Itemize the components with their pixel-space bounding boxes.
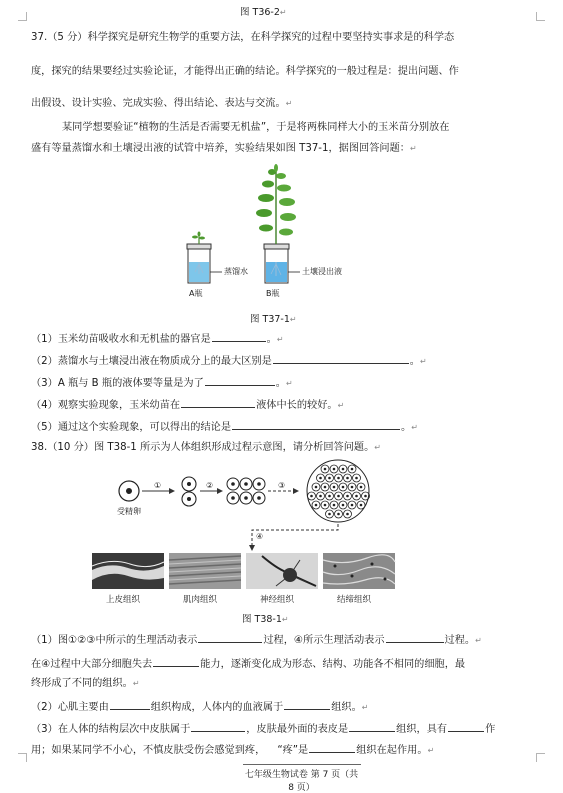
q38-sub-1-text-f: 终形成了不同的组织。 — [31, 678, 133, 689]
label-soil-extract: 土壤浸出液 — [302, 267, 342, 276]
cluster-cell-nucleus — [333, 468, 336, 471]
q38-sub-1-line-1 — [31, 632, 482, 648]
connective-tissue-image — [323, 553, 395, 589]
cluster-cell-nucleus — [346, 495, 349, 498]
q38-sub-3-line-2 — [31, 742, 434, 758]
q37-sub-3-text: （3）A 瓶与 B 瓶的液体要等量是为了 — [31, 378, 204, 389]
cluster-cell-nucleus — [315, 486, 318, 489]
paragraph-mark: ↵ — [281, 615, 289, 624]
cluster-cell-nucleus — [333, 504, 336, 507]
cluster-cell-nucleus — [319, 495, 322, 498]
q37-sub-1: （1）玉米幼苗吸收水和无机盐的器官是 。↵ — [31, 331, 284, 347]
paragraph-mark: ↵ — [374, 443, 381, 452]
q38-sub-1-text-b: 过程，④所示生理活动表示 — [263, 635, 385, 646]
cluster-cell-nucleus — [355, 477, 358, 480]
q38-sub-3-text-e: 用；如果某同学不小心，不慎皮肤受伤会感觉到疼， — [31, 745, 266, 756]
q38-sub-1-line-2 — [31, 656, 465, 672]
cell-cluster — [307, 460, 370, 522]
q37-line-5-text: 盛有等量蒸馏水和土壤浸出液的试管中培养，实验结果如图 T37-1，据图回答问题： — [31, 143, 410, 154]
q38-sub-3-text-c: 组织，具有 — [396, 724, 448, 735]
q38-sub-1-text-c: 过程。 — [444, 635, 476, 646]
paragraph-mark: ↵ — [285, 379, 293, 388]
cluster-cell-nucleus — [364, 495, 367, 498]
answer-blank[interactable] — [110, 699, 150, 710]
cluster-cell-nucleus — [346, 513, 349, 516]
q37-sub-1-text: （1）玉米幼苗吸收水和无机盐的器官是 — [31, 334, 211, 345]
q38-sub-2-text-a: （2）心肌主要由 — [31, 702, 109, 713]
q37-line-3-text: 出假设、设计实验、完成实验、得出结论、表达与交流。 — [31, 98, 286, 109]
cluster-cell-nucleus — [342, 468, 345, 471]
q37-line-1-text: 37.（5 分）科学探究是研究生物学的重要方法，在科学探究的过程中要坚持实事求是的科学态 — [31, 32, 455, 43]
paragraph-mark: ↵ — [427, 746, 435, 755]
q38-sub-3-line-1 — [31, 721, 495, 737]
q38-sub-1-line-3 — [31, 677, 140, 691]
q37-line-4-text: 某同学想要验证“植物的生活是否需要无机盐”，于是将两株同样大小的玉米苗分别放在 — [62, 122, 450, 133]
cluster-cell-nucleus — [337, 513, 340, 516]
cluster-cell-nucleus — [328, 495, 331, 498]
fig-t38-1-caption — [242, 611, 289, 625]
label-nervous-tissue: 神经组织 — [260, 595, 295, 605]
q37-sub-5: （5）通过这个实验现象，可以得出的结论是 。↵ — [31, 419, 418, 435]
paragraph-mark: ↵ — [132, 679, 140, 688]
nervous-tissue-image — [246, 553, 318, 589]
label-step-4: ④ — [256, 532, 264, 541]
fertilized-egg — [119, 481, 139, 501]
paragraph-mark: ↵ — [337, 401, 345, 410]
paragraph-mark: ↵ — [361, 703, 369, 712]
cluster-cell-nucleus — [346, 477, 349, 480]
q38-sub-2 — [31, 699, 369, 715]
cluster-cell-nucleus — [342, 486, 345, 489]
answer-blank[interactable] — [448, 721, 484, 732]
q38-sub-2-text-b: 组织构成，人体内的血液属于 — [150, 702, 284, 713]
paragraph-mark: ↵ — [285, 99, 293, 108]
page-footer — [0, 764, 563, 793]
q38-sub-3-text-f: “疼”是 — [277, 745, 309, 756]
paragraph-mark: ↵ — [419, 357, 427, 366]
paragraph-mark: ↵ — [279, 8, 287, 17]
two-cell-stage — [182, 477, 196, 506]
epithelial-tissue-image — [92, 553, 164, 589]
q38-sub-1-text-e: 能力，逐渐变化成为形态、结构、功能各不相同的细胞，最 — [200, 659, 466, 670]
cluster-cell-nucleus — [360, 504, 363, 507]
fig-t38-1-caption-text: 图 T38-1 — [242, 614, 282, 625]
arrow-step-4 — [252, 524, 338, 550]
cluster-cell-nucleus — [324, 468, 327, 471]
fig-t37-1-caption-text: 图 T37-1 — [250, 314, 290, 325]
cluster-cell-nucleus — [355, 495, 358, 498]
cluster-cell-nucleus — [328, 513, 331, 516]
q38-intro-text: 38.（10 分）图 T38-1 所示为人体组织形成过程示意图，请分析回答问题。 — [31, 442, 375, 453]
label-fertilized-egg: 受精卵 — [117, 507, 141, 516]
q38-sub-3-text-b: ，皮肤最外面的表皮是 — [246, 724, 349, 735]
answer-blank[interactable] — [198, 632, 262, 643]
cluster-cell-nucleus — [360, 486, 363, 489]
muscle-tissue-image — [169, 553, 241, 589]
answer-blank[interactable] — [153, 656, 199, 667]
paragraph-mark: ↵ — [409, 144, 417, 153]
four-cell-stage — [227, 478, 265, 504]
cluster-cell-nucleus — [337, 477, 340, 480]
cluster-cell-nucleus — [333, 486, 336, 489]
prev-figure-caption-text: 图 T36-2 — [240, 7, 280, 18]
cluster-cell-nucleus — [337, 495, 340, 498]
q37-sub-4-text-b: 液体中长的较好。 — [256, 400, 338, 411]
cluster-cell-nucleus — [319, 477, 322, 480]
q38-sub-3-text-a: （3）在人体的结构层次中皮肤属于 — [31, 724, 191, 735]
q37-sub-3: （3）A 瓶与 B 瓶的液体要等量是为了 。↵ — [31, 375, 293, 391]
q38-sub-1-text-d: 在④过程中大部分细胞失去 — [31, 659, 153, 670]
paragraph-mark: ↵ — [289, 315, 297, 324]
cluster-cell-nucleus — [324, 486, 327, 489]
q38-sub-2-text-c: 组织。 — [331, 702, 362, 713]
q37-line-2-text: 度，探究的结果要经过实验论证，才能得出正确的结论。科学探究的一般过程是：提出问题、作 — [31, 66, 459, 77]
answer-blank[interactable] — [349, 721, 395, 732]
q37-sub-2: （2）蒸馏水与土壤浸出液在物质成分上的最大区别是 。↵ — [31, 353, 427, 369]
cluster-cell-nucleus — [342, 504, 345, 507]
answer-blank[interactable] — [284, 699, 330, 710]
q38-sub-1-text-a: （1）图①②③中所示的生理活动表示 — [31, 635, 198, 646]
footer-text: 七年级生物试卷 第 7 页（共 8 页） — [243, 764, 361, 793]
q38-sub-3-text-d: 作 — [485, 724, 496, 735]
paragraph-mark: ↵ — [276, 335, 284, 344]
label-bottle-a: A瓶 — [189, 289, 203, 298]
label-step-3: ③ — [278, 481, 286, 490]
label-bottle-b: B瓶 — [266, 289, 280, 298]
cluster-cell-nucleus — [351, 504, 354, 507]
paragraph-mark: ↵ — [411, 423, 418, 432]
label-connective-tissue: 结缔组织 — [337, 595, 372, 605]
label-muscle-tissue: 肌肉组织 — [183, 595, 218, 605]
cluster-cell-nucleus — [310, 495, 313, 498]
cluster-cell-nucleus — [324, 504, 327, 507]
label-step-1: ① — [154, 481, 162, 490]
cluster-cell-nucleus — [315, 504, 318, 507]
label-distilled-water: 蒸馏水 — [224, 267, 248, 276]
cluster-cell-nucleus — [328, 477, 331, 480]
cluster-cell-nucleus — [351, 468, 354, 471]
q37-sub-5-text: （5）通过这个实验现象，可以得出的结论是 — [31, 422, 232, 433]
label-epithelial-tissue: 上皮组织 — [106, 595, 141, 605]
answer-blank[interactable] — [191, 721, 245, 732]
paragraph-mark: ↵ — [475, 636, 482, 645]
cluster-cell-nucleus — [351, 486, 354, 489]
q37-sub-2-text: （2）蒸馏水与土壤浸出液在物质成分上的最大区别是 — [31, 356, 272, 367]
q38-sub-3-text-g: 组织在起作用。 — [356, 745, 428, 756]
answer-blank[interactable] — [386, 632, 444, 643]
label-step-2: ② — [206, 481, 214, 490]
answer-blank[interactable] — [309, 742, 355, 753]
q37-sub-4-text-a: （4）观察实验现象，玉米幼苗在 — [31, 400, 181, 411]
